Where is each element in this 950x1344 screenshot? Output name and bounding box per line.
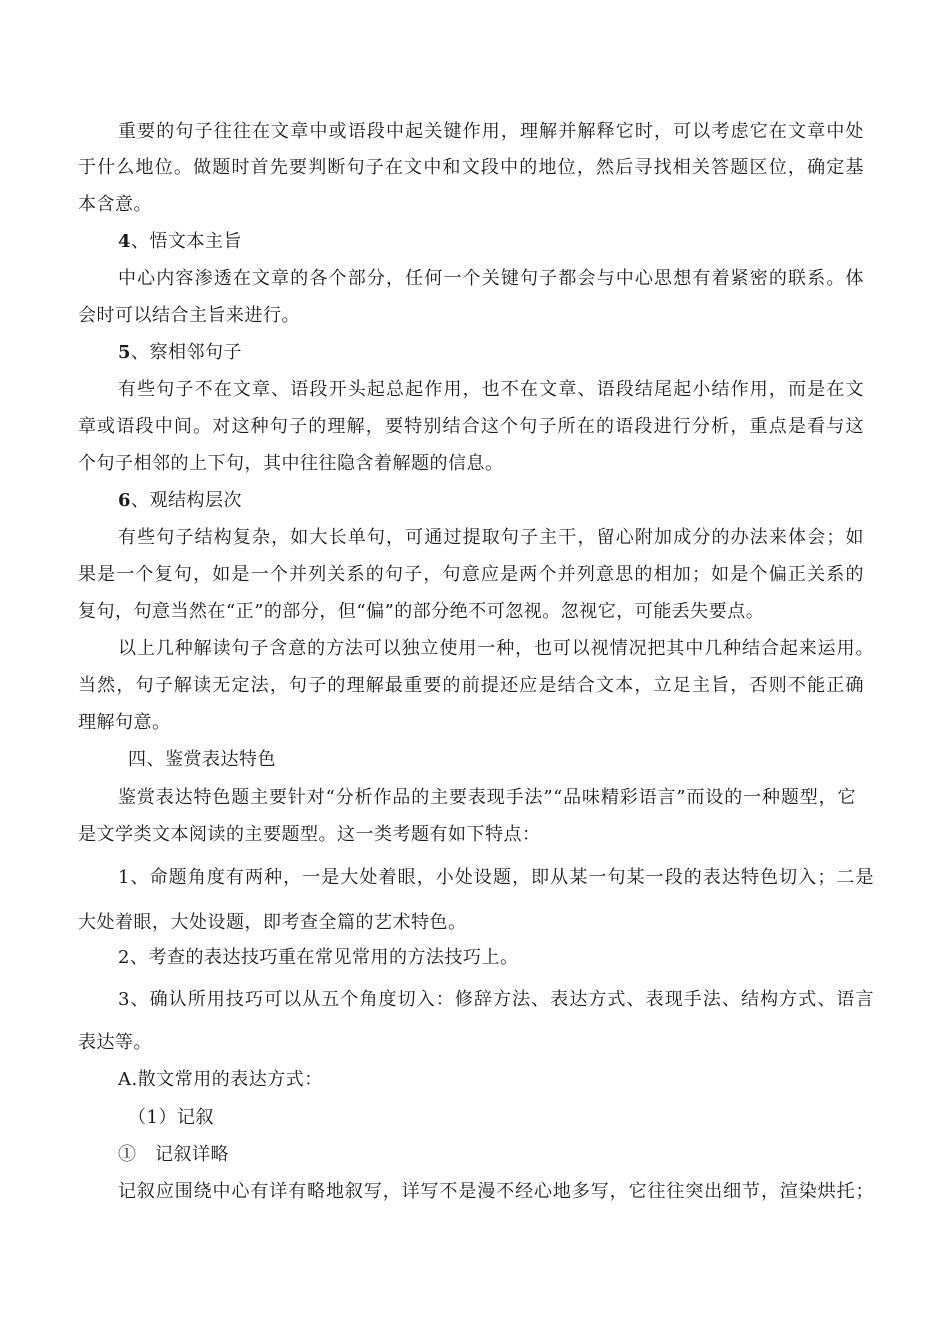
paragraph-line: 1、命题角度有两种，一是大处着眼，小处设题，即从某一句某一段的表达特色切入；二是 <box>118 867 874 888</box>
subheading-text: 、悟文本主旨 <box>131 231 243 252</box>
paragraph-line: 章或语段中间。对这种句子的理解，要特别结合这个句子所在的语段进行分析，重点是看与这 <box>78 416 864 437</box>
paragraph-line: 3、确认所用技巧可以从五个角度切入：修辞方法、表达方式、表现手法、结构方式、语言 <box>118 989 874 1010</box>
paragraph-line: 个句子相邻的上下句，其中往往隐含着解题的信息。 <box>78 453 504 474</box>
paragraph-line: 大处着眼，大处设题，即考查全篇的艺术特色。 <box>78 912 467 933</box>
subheading-number: 4 <box>118 231 132 252</box>
subheading-text: 、观结构层次 <box>131 490 243 511</box>
paragraph-line: 果是一个复句，如是一个并列关系的句子，句意应是两个并列意思的相加；如是个偏正关系的 <box>78 564 864 585</box>
paragraph-line: 表达等。 <box>78 1032 152 1053</box>
subsection-heading: A.散文常用的表达方式： <box>118 1069 323 1090</box>
paragraph-line: 重要的句子往往在文章中或语段中起关键作用，理解并解释它时，可以考虑它在文章中处 <box>118 121 864 142</box>
paragraph-line: 会时可以结合主旨来进行。 <box>78 305 300 326</box>
subheading-number: 6 <box>118 490 132 511</box>
subheading-5 <box>118 341 242 365</box>
subheading-number: 5 <box>118 342 132 363</box>
paragraph-line: 于什么地位。做题时首先要判断句子在文中和文段中的地位，然后寻找相关答题区位，确定基 <box>78 157 864 178</box>
paragraph-line: 有些句子不在文章、语段开头起总起作用，也不在文章、语段结尾起小结作用，而是在文 <box>118 379 864 400</box>
paragraph-line: 以上几种解读句子含意的方法可以独立使用一种，也可以视情况把其中几种结合起来运用。 <box>118 638 874 659</box>
paragraph-line: 理解句意。 <box>78 712 171 733</box>
subheading-text: 、察相邻句子 <box>131 342 243 363</box>
paragraph-line: 2、考查的表达技巧重在常见常用的方法技巧上。 <box>118 947 519 968</box>
subheading-4 <box>118 230 242 254</box>
paragraph-line: 复句，句意当然在“正”的部分，但“偏”的部分绝不可忽视。忽视它，可能丢失要点。 <box>78 601 765 622</box>
paragraph-line: 是文学类文本阅读的主要题型。这一类考题有如下特点： <box>78 824 541 845</box>
paragraph-line: 中心内容渗透在文章的各个部分，任何一个关键句子都会与中心思想有着紧密的联系。体 <box>118 268 864 289</box>
paragraph-line: 鉴赏表达特色题主要针对“分析作品的主要表现手法”“品味精彩语言”而设的一种题型，它 <box>118 787 856 808</box>
section-heading: 四、鉴赏表达特色 <box>128 749 276 770</box>
list-heading: （1）记叙 <box>128 1107 214 1128</box>
paragraph-line: 记叙应围绕中心有详有略地叙写，详写不是漫不经心地多写，它往往突出细节，渲染烘托； <box>118 1181 874 1202</box>
paragraph-line: 有些句子结构复杂，如大长单句，可通过提取句子主干，留心附加成分的办法来体会；如 <box>118 527 864 548</box>
subheading-6 <box>118 489 242 513</box>
paragraph-line: 当然，句子解读无定法，句子的理解最重要的前提还应是结合文本，立足主旨，否则不能正确 <box>78 675 864 696</box>
paragraph-line: 本含意。 <box>78 194 152 215</box>
list-subheading: ① 记叙详略 <box>118 1144 229 1165</box>
